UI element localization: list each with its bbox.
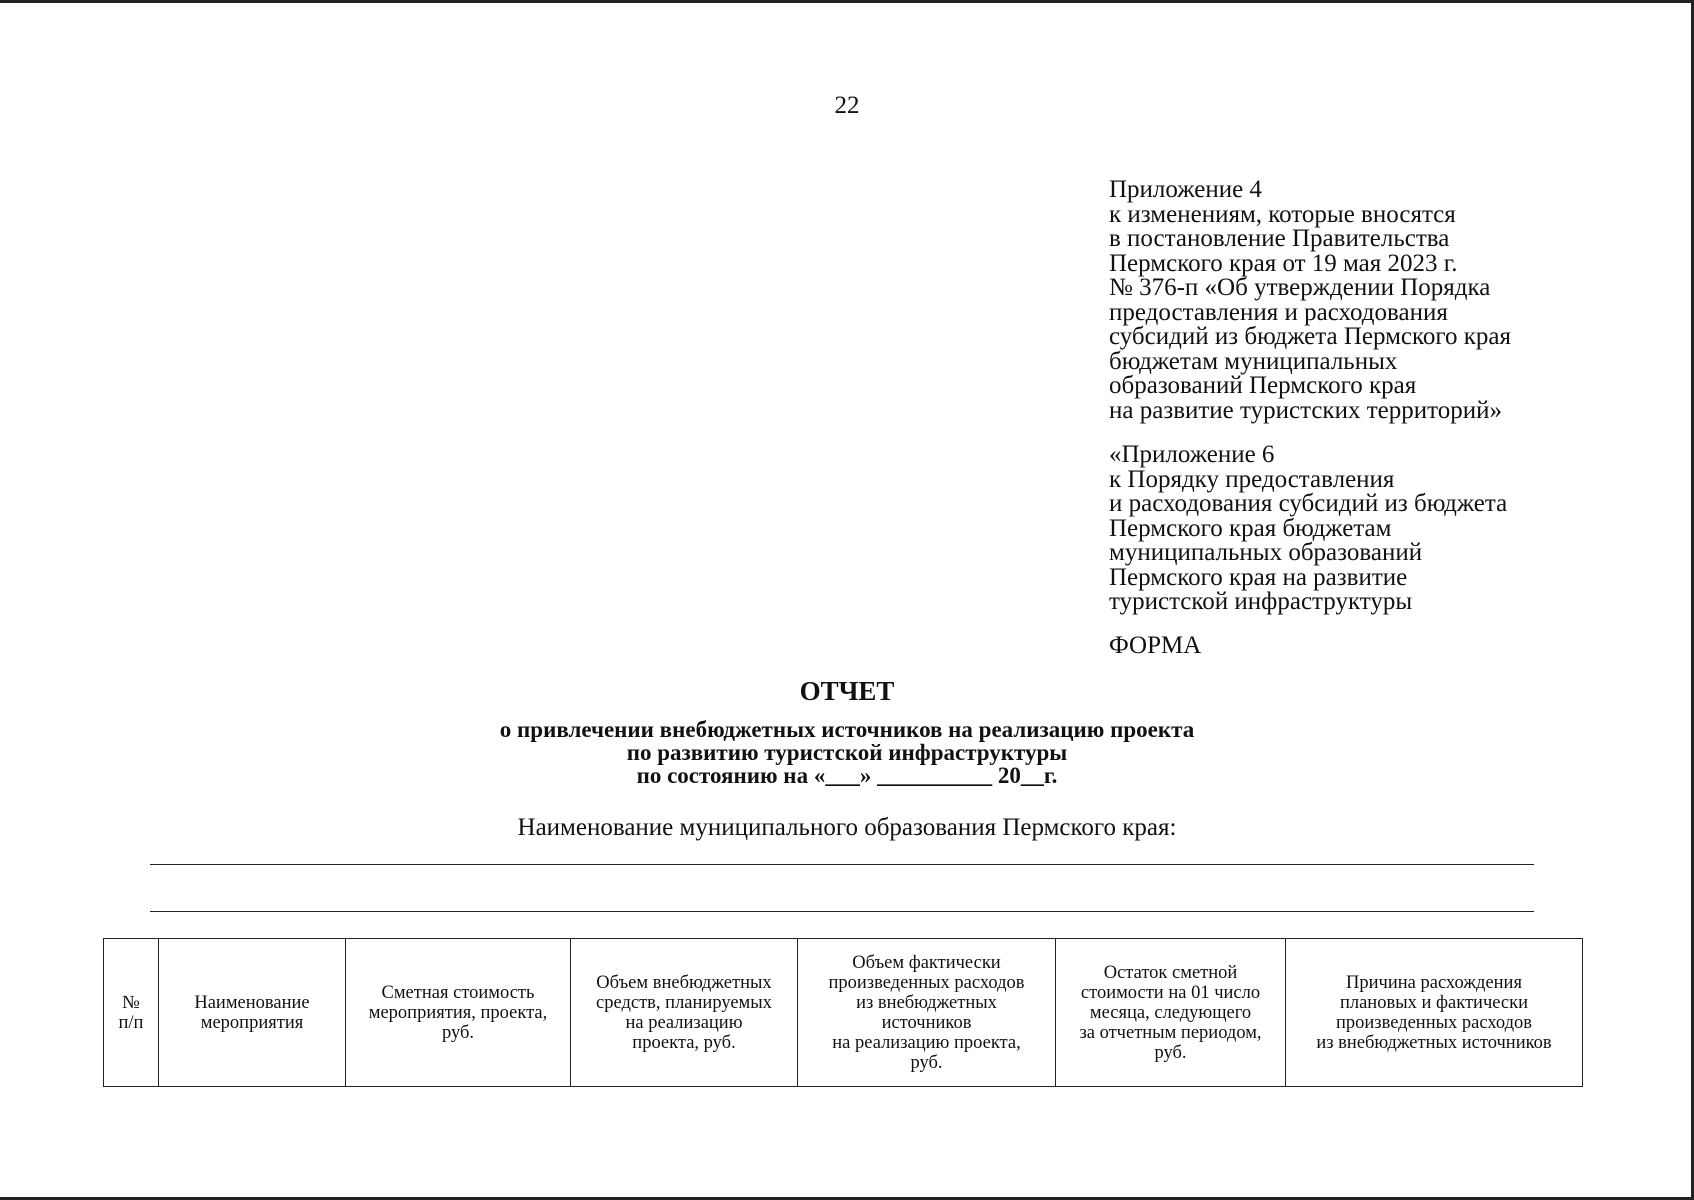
document-subtitle (0, 718, 1694, 787)
header-planned-funds: Объем внебюджетных средств, планируемых на реализацию проекта, руб. (571, 939, 798, 1087)
annex-line: Пермского края на развитие (1109, 563, 1408, 591)
annex-block-2 (1109, 443, 1669, 615)
annex-line: субсидий из бюджета Пермского края (1109, 323, 1512, 350)
fill-in-line (150, 864, 1534, 865)
annex-line: в постановление Правительства (1109, 225, 1450, 252)
annex-line: Пермского края от 19 мая 2023 г. (1109, 249, 1458, 277)
annex-block-1 (1109, 178, 1669, 423)
header-discrepancy-reason: Причина расхождения плановых и фактически произведенных расходов из внебюджетных источников (1286, 939, 1583, 1087)
annex-line: Приложение 4 (1109, 176, 1262, 203)
report-table (103, 938, 1583, 1087)
header-number: № п/п (104, 939, 159, 1087)
table-header-row (104, 939, 1583, 1087)
subtitle-line: по развитию туристской инфраструктуры (626, 740, 1068, 765)
annex-line: и расходования субсидий из бюджета (1109, 490, 1508, 517)
document-title: ОТЧЕТ (799, 676, 895, 706)
annex-line: № 376-п «Об утверждении Порядка (1109, 274, 1491, 301)
annex-line: на развитие туристских территорий» (1109, 396, 1502, 424)
page-border-top (0, 0, 1694, 3)
annex-line: к Порядку предоставления (1109, 465, 1395, 493)
annex-line: муниципальных образований (1109, 539, 1423, 566)
annex-line: Пермского края бюджетам (1109, 514, 1392, 542)
header-actual-expenses: Объем фактически произведенных расходов из внебюджетных источников на реализацию проекта, руб. (798, 939, 1056, 1087)
header-remaining-cost: Остаток сметной стоимости на 01 число месяца, следующего за отчетным периодом, руб. (1056, 939, 1286, 1087)
annex-line: «Приложение 6 (1109, 441, 1275, 468)
subtitle-line: по состоянию на «___» __________ 20__г. (636, 763, 1058, 788)
subtitle-line: о привлечении внебюджетных источников на реализацию проекта (499, 717, 1195, 742)
annex-line: предоставления и расходования (1109, 298, 1448, 326)
annex-line: к изменениям, которые вносятся (1109, 200, 1456, 228)
fill-in-line (150, 911, 1534, 912)
municipality-label: Наименование муниципального образования Пермского края: (517, 814, 1177, 841)
page-number: 22 (834, 92, 860, 119)
annex-line: образований Пермского края (1109, 372, 1417, 399)
annex-line: туристской инфраструктуры (1109, 588, 1413, 615)
form-label: ФОРМА (1109, 632, 1202, 659)
annex-line: бюджетам муниципальных (1109, 347, 1398, 375)
header-event-name: Наименование мероприятия (159, 939, 346, 1087)
header-estimated-cost: Сметная стоимость мероприятия, проекта, руб. (346, 939, 571, 1087)
